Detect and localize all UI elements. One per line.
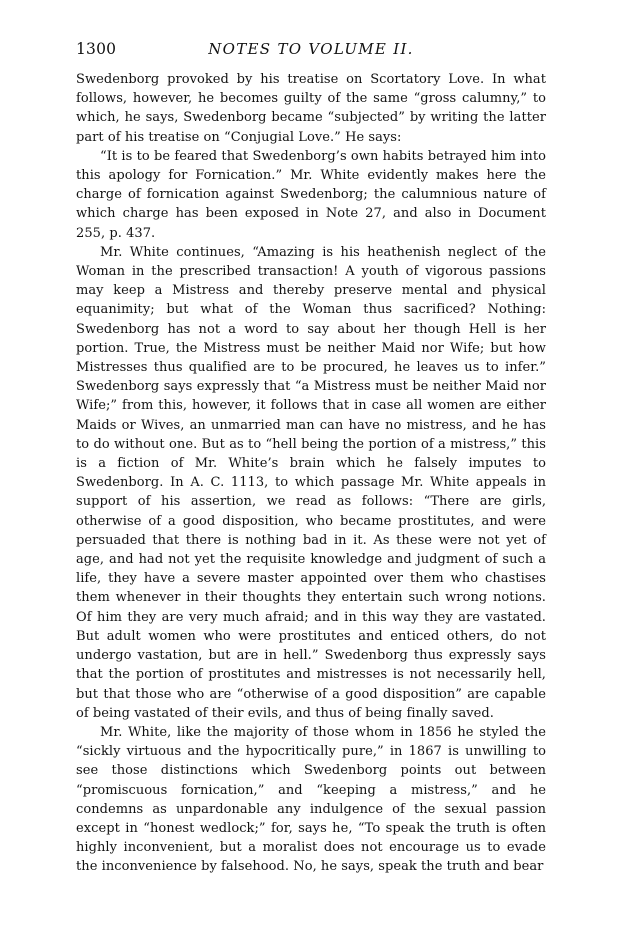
page-header	[76, 40, 546, 66]
body-text	[76, 70, 546, 877]
paragraph-4: Mr. White, like the majority of those whom in 1856 he styled the “sickly virtuous and the hypocritically pure,” in 1867 is unwilling to see those distinctions which Swedenborg points out between “promiscuous fornication,” and “keeping a mistress,” and he condemns as unpardonable any indulgence of the sexual passion except in “honest wedlock;” for, says he, “To speak the truth is often highly inconvenient, but a moralist does not encourage us to evade the inconvenience by falsehood. No, he says, speak the truth and bear	[76, 724, 546, 875]
paragraph-3: Mr. White continues, “Amazing is his heathenish neglect of the Woman in the prescribed transaction! A youth of vigorous passions may keep a Mistress and thereby preserve mental and physical equanimity; but what of the Woman thus sacrificed? Nothing: Swedenborg has not a word to say about her though Hell is her portion. True, the Mistress must be neither Maid nor Wife; but how Mistresses thus qualified are to be procured, he leaves us to infer.” Swedenborg says expressly that “a Mistress must be neither Maid nor Wife;” from this, however, it follows that in case all women are either Maids or Wives, an unmarried man can have no mistress, and he has to do without one. But as to “hell being the portion of a mistress,” this is a fiction of Mr. White’s brain which he falsely imputes to Swedenborg. In A. C. 1113, to which passage Mr. White appeals in support of his assertion, we read as follows: “There are girls, otherwise of a good disposition, who became prostitutes, and were persuaded that there is nothing bad in it. As these were not yet of age, and had not yet the requisite knowledge and judgment of such a life, they have a severe master appointed over them who chastises them whenever in their thoughts they entertain such wrong notions. Of him they are very much afraid; and in this way they are vastated. But adult women who were prostitutes and enticed others, do not undergo vastation, but are in hell.” Swedenborg thus expressly says that the portion of prostitutes and mistresses is not necessarily hell, but that those who are “otherwise of a good disposition” are capable of being vastated of their evils, and thus of being finally saved.	[76, 244, 546, 721]
paragraph-1: Swedenborg provoked by his treatise on Scortatory Love. In what follows, however, he becomes guilty of the same “gross calumny,” to which, he says, Swedenborg became “subjected” by writing the latter part of his treatise on “Conjugial Love.” He says:	[76, 72, 546, 145]
page-number: 1300	[76, 40, 117, 58]
paragraph-2: “It is to be feared that Swedenborg’s own habits betrayed him into this apology for Fornication.” Mr. White evidently makes here the charge of fornication against Swedenborg; the calumnious nature of which charge has been exposed in Note 27, and also in Document 255, p. 437.	[76, 148, 546, 241]
running-title: NOTES TO VOLUME II.	[208, 40, 414, 58]
